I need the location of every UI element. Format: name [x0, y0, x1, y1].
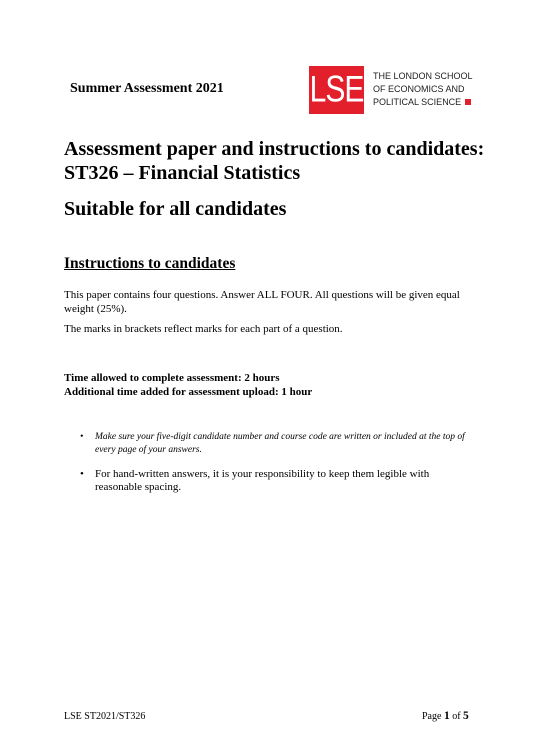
assessment-session: Summer Assessment 2021	[70, 81, 224, 96]
instructions-paragraph-2: The marks in brackets reflect marks for each part of a question.	[64, 323, 343, 335]
logo-square-icon	[465, 99, 471, 105]
title-line-2: ST326 – Financial Statistics	[64, 162, 301, 184]
list-item: • For hand-written answers, it is your responsibility to keep them legible with reasonable spacing.	[80, 468, 430, 493]
logo-line-2: OF ECONOMICS AND	[373, 84, 465, 94]
time-allowed-block	[64, 371, 312, 399]
bullet-icon: •	[80, 468, 84, 480]
candidates-heading: Suitable for all candidates	[64, 198, 287, 220]
lse-logo-text	[373, 70, 473, 109]
instructions-list	[78, 431, 473, 494]
instructions-paragraph-1: This paper contains four questions. Answer ALL FOUR. All questions will be given equal weight (25%).	[64, 289, 460, 315]
footer-course-code: LSE ST2021/ST326	[64, 711, 146, 722]
title-line-1: Assessment paper and instructions to candidates:	[64, 138, 485, 160]
lse-logo-mark: LSE	[309, 68, 364, 110]
page-title	[64, 137, 484, 185]
logo-line-3: POLITICAL SCIENCE	[373, 96, 473, 109]
time-additional: Additional time added for assessment upload: 1 hour	[64, 386, 313, 398]
logo-line-1: THE LONDON SCHOOL	[373, 71, 473, 81]
lse-logo	[309, 66, 364, 114]
list-item: • Make sure your five-digit candidate number and course code are written or included at the top of every page of your answers.	[80, 432, 465, 455]
bullet-icon: •	[80, 432, 84, 442]
instructions-heading: Instructions to candidates	[64, 255, 236, 272]
footer-page-number: Page 1 of 5	[422, 710, 469, 722]
time-allowed: Time allowed to complete assessment: 2 hours	[64, 372, 280, 384]
